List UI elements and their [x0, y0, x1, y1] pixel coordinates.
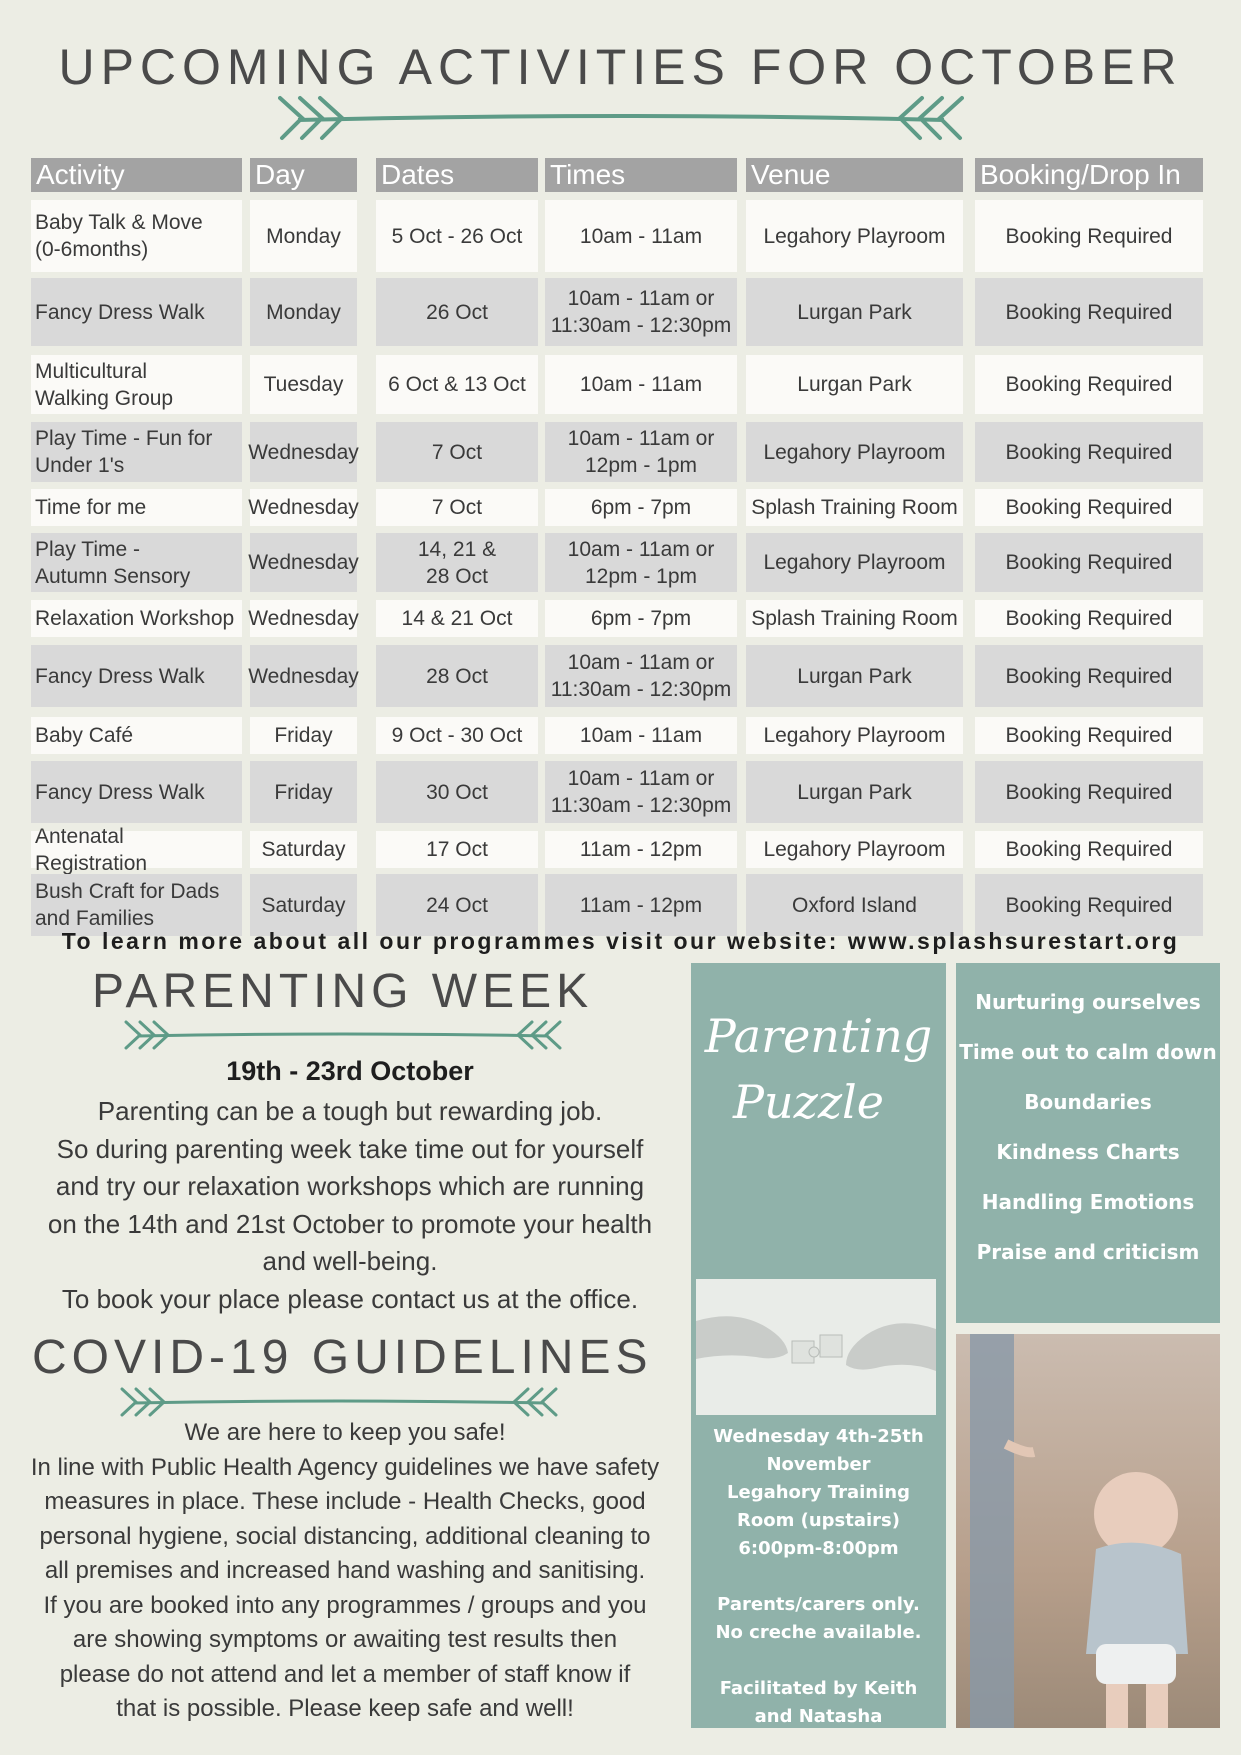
table-row [31, 717, 1203, 754]
covid-line: If you are booked into any programmes / groups and you [43, 1591, 647, 1619]
cell-day: Saturday [250, 874, 357, 936]
topic-item: Nurturing ourselves [975, 990, 1201, 1014]
cell-activity: Bush Craft for Dads and Families [31, 874, 242, 936]
header-activity: Activity [31, 158, 242, 192]
table-row [31, 824, 1203, 875]
cell-activity: Fancy Dress Walk [31, 761, 242, 823]
cell-dates: 14 & 21 Oct [376, 600, 538, 637]
covid-title: COVID-19 GUIDELINES [32, 1331, 653, 1384]
cell-dates: 28 Oct [376, 645, 538, 707]
header-booking: Booking/Drop In [975, 158, 1203, 192]
table-row [31, 355, 1203, 414]
parenting-puzzle-info-line: and Natasha [754, 1706, 883, 1727]
cell-times: 10am - 11am or 12pm - 1pm [545, 422, 737, 482]
parenting-puzzle-info-line: Facilitated by Keith [719, 1678, 918, 1699]
topics-list [956, 981, 1220, 1281]
cell-day: Wednesday [250, 533, 357, 592]
cell-times: 10am - 11am or 11:30am - 12:30pm [545, 278, 737, 346]
cell-day: Wednesday [250, 645, 357, 707]
cell-booking: Booking Required [975, 874, 1203, 936]
parenting-puzzle-title-line-1: Parenting [704, 1009, 933, 1063]
covid-line: are showing symptoms or awaiting test results then [72, 1626, 618, 1653]
parenting-puzzle-info-line: Legahory Training [727, 1482, 910, 1503]
cell-booking: Booking Required [975, 761, 1203, 823]
header-venue: Venue [746, 158, 963, 192]
cell-booking: Booking Required [975, 717, 1203, 754]
cell-activity: Fancy Dress Walk [31, 645, 242, 707]
cell-dates: 7 Oct [376, 489, 538, 526]
covid-line: that is possible. Please keep safe and well! [116, 1695, 574, 1722]
cell-venue: Legahory Playroom [746, 422, 963, 482]
cell-activity: Baby Café [31, 717, 242, 754]
parenting-week-text [0, 1093, 700, 1318]
parenting-puzzle-info-line: Room (upstairs) [737, 1510, 900, 1531]
cell-venue: Splash Training Room [746, 489, 963, 526]
cell-dates: 7 Oct [376, 422, 538, 482]
topic-item: Handling Emotions [981, 1190, 1195, 1214]
cell-times: 10am - 11am [545, 355, 737, 414]
parenting-week-line: and well-being. [262, 1246, 438, 1276]
cell-activity: Multicultural Walking Group [31, 355, 242, 414]
cell-day: Friday [250, 761, 357, 823]
cell-venue: Oxford Island [746, 874, 963, 936]
covid-line: measures in place. These include - Health Checks, good [44, 1488, 646, 1515]
header-dates: Dates [376, 158, 538, 192]
parenting-week-line: and try our relaxation workshops which are running [55, 1171, 645, 1201]
parenting-week-line: on the 14th and 21st October to promote your health [47, 1208, 653, 1239]
parenting-puzzle-info-line: November [766, 1454, 871, 1475]
cell-venue: Lurgan Park [746, 645, 963, 707]
parenting-puzzle-info-line: No creche available. [715, 1622, 922, 1643]
parenting-week-dates: 19th - 23rd October [226, 1056, 474, 1086]
parenting-puzzle-info-line: 6:00pm-8:00pm [738, 1538, 899, 1559]
cell-booking: Booking Required [975, 533, 1203, 592]
topics-panel [956, 963, 1220, 1323]
topic-item: Kindness Charts [996, 1140, 1180, 1164]
parenting-puzzle-info-line: Wednesday 4th-25th [713, 1426, 924, 1447]
cell-booking: Booking Required [975, 831, 1203, 868]
table-row [31, 422, 1203, 482]
parent-child-photo [956, 1334, 1220, 1728]
table-row [31, 645, 1203, 707]
cell-activity: Baby Talk & Move (0-6months) [31, 200, 242, 272]
covid-line: please do not attend and let a member of staff know if [59, 1660, 631, 1688]
table-row [31, 600, 1203, 637]
cell-times: 6pm - 7pm [545, 600, 737, 637]
cell-dates: 26 Oct [376, 278, 538, 346]
covid-arrow-divider [120, 1385, 558, 1419]
cell-venue: Splash Training Room [746, 600, 963, 637]
parenting-week-arrow-divider [124, 1018, 562, 1052]
cell-booking: Booking Required [975, 645, 1203, 707]
cell-day: Saturday [250, 831, 357, 868]
parenting-puzzle-title-line-2: Puzzle [733, 1075, 884, 1129]
website-line: To learn more about all our programmes visit our website: www.splashsurestart.org [61, 928, 1180, 954]
header-times: Times [545, 158, 737, 192]
cell-times: 11am - 12pm [545, 831, 737, 868]
covid-line: We are here to keep you safe! [184, 1419, 506, 1446]
cell-day: Wednesday [250, 489, 357, 526]
cell-venue: Lurgan Park [746, 761, 963, 823]
topic-item: Time out to calm down [959, 1040, 1217, 1064]
table-row [31, 761, 1203, 823]
table-row [31, 874, 1203, 936]
parenting-puzzle-info-line [691, 1647, 946, 1675]
page-title: UPCOMING ACTIVITIES FOR OCTOBER [58, 39, 1183, 95]
cell-dates: 6 Oct & 13 Oct [376, 355, 538, 414]
cell-times: 10am - 11am [545, 200, 737, 272]
cell-venue: Lurgan Park [746, 278, 963, 346]
puzzle-hands-image [696, 1279, 936, 1415]
cell-booking: Booking Required [975, 278, 1203, 346]
cell-venue: Legahory Playroom [746, 831, 963, 868]
parenting-puzzle-panel [691, 963, 946, 1728]
parenting-puzzle-info-line: Parents/carers only. [717, 1594, 920, 1615]
parenting-puzzle-info [691, 1423, 946, 1731]
covid-line: personal hygiene, social distancing, additional cleaning to [39, 1522, 651, 1550]
table-row [31, 533, 1203, 592]
cell-day: Monday [250, 200, 357, 272]
cell-booking: Booking Required [975, 422, 1203, 482]
cell-times: 10am - 11am or 12pm - 1pm [545, 533, 737, 592]
cell-dates: 14, 21 & 28 Oct [376, 533, 538, 592]
parenting-week-line: Parenting can be a tough but rewarding job. [97, 1096, 603, 1126]
parenting-week-line: So during parenting week take time out for yourself [56, 1133, 644, 1164]
cell-booking: Booking Required [975, 600, 1203, 637]
cell-venue: Legahory Playroom [746, 533, 963, 592]
cell-day: Wednesday [250, 422, 357, 482]
cell-booking: Booking Required [975, 489, 1203, 526]
covid-text [0, 1416, 690, 1727]
cell-activity: Antenatal Registration [31, 831, 242, 868]
table-row [31, 200, 1203, 272]
cell-day: Friday [250, 717, 357, 754]
cell-times: 11am - 12pm [545, 874, 737, 936]
cell-venue: Legahory Playroom [746, 717, 963, 754]
cell-dates: 24 Oct [376, 874, 538, 936]
cell-activity: Time for me [31, 489, 242, 526]
parenting-puzzle-info-line [691, 1563, 946, 1591]
topic-item: Boundaries [1024, 1090, 1152, 1114]
parenting-week-title: PARENTING WEEK [92, 965, 594, 1018]
header-day: Day [250, 158, 357, 192]
cell-activity: Play Time - Fun for Under 1's [31, 422, 242, 482]
cell-day: Tuesday [250, 355, 357, 414]
topic-item: Praise and criticism [976, 1240, 1200, 1264]
cell-times: 10am - 11am [545, 717, 737, 754]
cell-dates: 30 Oct [376, 761, 538, 823]
covid-line: all premises and increased hand washing and sanitising. [44, 1557, 646, 1584]
covid-line: In line with Public Health Agency guidelines we have safety [30, 1453, 660, 1481]
cell-times: 10am - 11am or 11:30am - 12:30pm [545, 645, 737, 707]
table-row [31, 278, 1203, 346]
cell-dates: 5 Oct - 26 Oct [376, 200, 538, 272]
parenting-week-line: To book your place please contact us at the office. [61, 1283, 639, 1314]
cell-booking: Booking Required [975, 355, 1203, 414]
cell-venue: Lurgan Park [746, 355, 963, 414]
cell-dates: 17 Oct [376, 831, 538, 868]
parenting-puzzle-title [691, 1003, 946, 1135]
cell-times: 6pm - 7pm [545, 489, 737, 526]
cell-booking: Booking Required [975, 200, 1203, 272]
cell-day: Wednesday [250, 600, 357, 637]
cell-times: 10am - 11am or 11:30am - 12:30pm [545, 761, 737, 823]
cell-activity: Relaxation Workshop [31, 600, 242, 637]
cell-day: Monday [250, 278, 357, 346]
title-arrow-divider [278, 92, 964, 142]
cell-activity: Play Time - Autumn Sensory [31, 533, 242, 592]
cell-activity: Fancy Dress Walk [31, 278, 242, 346]
cell-venue: Legahory Playroom [746, 200, 963, 272]
table-row [31, 489, 1203, 526]
cell-dates: 9 Oct - 30 Oct [376, 717, 538, 754]
